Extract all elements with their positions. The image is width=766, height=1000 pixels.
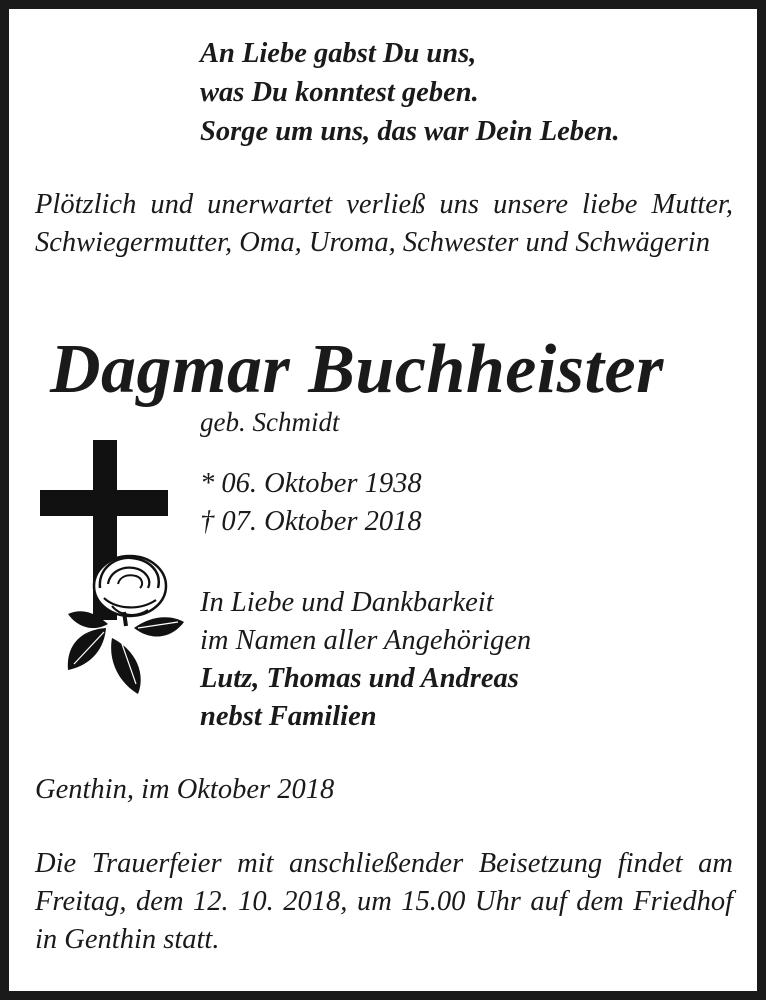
- place-and-date: Genthin, im Oktober 2018: [35, 774, 335, 805]
- death-date: † 07. Oktober 2018: [200, 506, 422, 537]
- deceased-name: Dagmar Buchheister: [50, 331, 664, 408]
- birth-date: * 06. Oktober 1938: [200, 468, 422, 499]
- cross-with-rose: [38, 438, 186, 705]
- birth-name: geb. Schmidt: [200, 407, 340, 437]
- motto-verse: [200, 34, 720, 151]
- motto-line: Sorge um uns, das war Dein Leben.: [200, 116, 620, 147]
- motto-line: was Du konntest geben.: [200, 77, 479, 108]
- mourners-names: Lutz, Thomas und Andreas: [200, 663, 519, 694]
- mourners-line: In Liebe und Dankbarkeit: [200, 587, 494, 618]
- life-dates: [200, 465, 422, 541]
- mourners-families: nebst Familien: [200, 701, 377, 732]
- cross-icon: [38, 438, 186, 700]
- intro-text: Plötzlich und unerwartet verließ uns unsere liebe Mutter, Schwiegermutter, Oma, Uroma, Schwester und Schwägerin: [35, 189, 733, 258]
- mourners-line: im Namen aller Angehörigen: [200, 625, 532, 656]
- funeral-details: Die Trauerfeier mit anschließender Beisetzung findet am Freitag, dem 12. 10. 2018, um 15.00 Uhr auf dem Friedhof in Genthin statt.: [35, 848, 733, 955]
- mourners-block: [200, 584, 531, 736]
- motto-line: An Liebe gabst Du uns,: [200, 38, 477, 69]
- rose-icon: [68, 556, 184, 694]
